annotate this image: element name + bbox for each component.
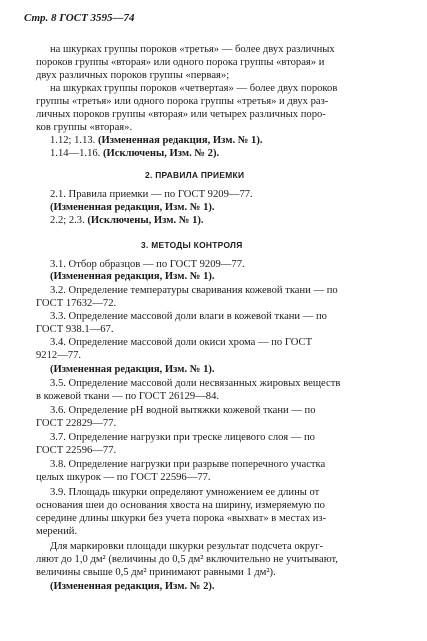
para-3-1: 3.1. Отбор образцов — по ГОСТ 9209—77. [50, 259, 245, 270]
intro-line: пороков группы «вторая» или одного порока группы «вторая» и [36, 57, 325, 68]
amendment-note: (Исключены, Изм. № 2). [102, 148, 220, 159]
item-number: 2.2; 2.3. [50, 215, 88, 226]
section-2-title: 2. ПРАВИЛА ПРИЕМКИ [145, 170, 245, 180]
amendment-note: (Измененная редакция, Изм. № 1). [50, 202, 215, 213]
para-3-8: 3.8. Определение нагрузки при разрыве поперечного участка [50, 459, 326, 470]
para-3-5-cont: в кожевой ткани — по ГОСТ 26129—84. [36, 391, 220, 402]
page-header: Стр. 8 ГОСТ 3595—74 [24, 12, 135, 24]
para-3-6-cont: ГОСТ 22829—77. [36, 418, 117, 429]
para-3-9-marking-cont: ляют до 1,0 дм² (величины до 0,5 дм² включительно не учитывают, [36, 554, 338, 565]
intro-line: на шкурках группы пороков «третья» — более двух различных [50, 44, 335, 55]
section-3-title: 3. МЕТОДЫ КОНТРОЛЯ [141, 240, 243, 250]
item-number: 1.12; 1.13. [50, 135, 98, 146]
para-3-9-cont: середине длины шкурки без учета порока «выхват» в местах из- [36, 513, 327, 524]
para-2-1: 2.1. Правила приемки — по ГОСТ 9209—77. [50, 189, 253, 200]
para-3-9-cont: мерений. [36, 526, 78, 537]
amendment-note: (Измененная редакция, Изм. № 1). [50, 364, 215, 375]
para-3-9-marking-cont: величины свыше 0,5 дм² принимают равными 1 дм²). [36, 567, 276, 578]
para-3-8-cont: целых шкурок — по ГОСТ 22596—77. [36, 472, 211, 483]
para-3-2: 3.2. Определение температуры сваривания кожевой ткани — по [50, 285, 338, 296]
para-3-6: 3.6. Определение pH водной вытяжки кожевой ткани — по [50, 405, 316, 416]
para-3-3: 3.3. Определение массовой доли влаги в кожевой ткани — по [50, 311, 327, 322]
item-1-14 [50, 147, 219, 160]
amendment-note: (Измененная редакция, Изм. № 1). [50, 271, 215, 282]
para-3-2-cont: ГОСТ 17632—72. [36, 298, 117, 309]
para-3-9: 3.9. Площадь шкурки определяют умножением ее длины от [50, 487, 320, 498]
para-3-5: 3.5. Определение массовой доли несвязанных жировых веществ [50, 378, 341, 389]
intro-line: двух различных пороков группы «первая»; [36, 70, 230, 81]
para-2-2 [50, 214, 204, 227]
amendment-note: (Измененная редакция, Изм. № 2). [50, 581, 215, 592]
para-3-9-cont: основания шеи до основания хвоста на ширину, измеряемую по [36, 500, 325, 511]
amendment-note: (Измененная редакция, Изм. № 1). [97, 135, 263, 146]
para-3-7-cont: ГОСТ 22596—77. [36, 445, 117, 456]
para-3-4-cont: 9212—77. [36, 350, 82, 361]
para-3-4: 3.4. Определение массовой доли окиси хрома — по ГОСТ [50, 337, 313, 348]
intro-line: ков группы «вторая». [36, 122, 133, 133]
para-3-7: 3.7. Определение нагрузки при треске лицевого слоя — по [50, 432, 315, 443]
item-number: 1.14—1.16. [50, 148, 103, 159]
intro-line: личных пороков группы «вторая» или четырех различных поро- [36, 109, 326, 120]
para-3-3-cont: ГОСТ 938.1—67. [36, 324, 114, 335]
item-1-12 [50, 134, 263, 147]
intro-line: на шкурках группы пороков «четвертая» — более двух пороков [50, 83, 338, 94]
para-3-9-marking: Для маркировки площади шкурки результат подсчета округ- [50, 541, 324, 552]
amendment-note: (Исключены, Изм. № 1). [87, 215, 204, 226]
intro-line: группы «третья» или одного порока группы «третья» и двух раз- [36, 96, 329, 107]
